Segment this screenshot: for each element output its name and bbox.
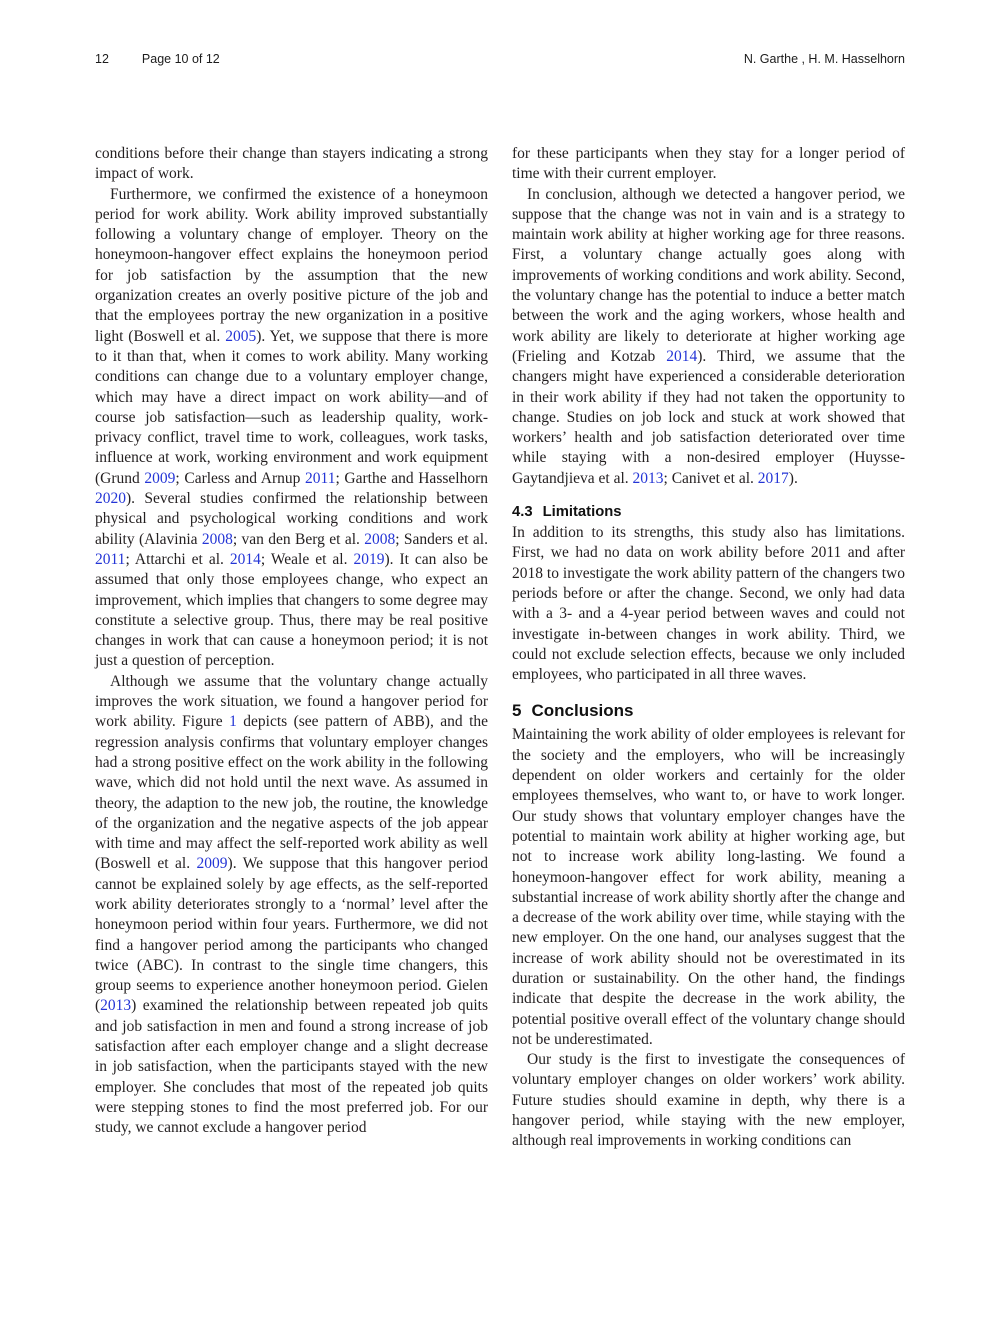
text-run: ).: [788, 469, 798, 487]
paragraph: [95, 144, 488, 185]
citation-link[interactable]: 2019: [353, 550, 385, 568]
paragraph: [512, 725, 905, 1050]
section-heading: [512, 701, 905, 721]
text-run: In conclusion, although we detected a hangover period, we suppose that the change was not in vain and is a strategy to maintain work ability at higher working age for three reasons. First, a voluntary change actually goes along with improvements of working conditions and work ability. Second, the voluntary change has the potential to induce a better match between the work and the aging workers, whose health and work ability are likely to deteriorate at higher working age (Frieling and Kotzab: [512, 185, 905, 365]
citation-link[interactable]: 2014: [229, 550, 261, 568]
text-run: Our study is the first to investigate the consequences of voluntary employer changes on older workers’ work ability. Future studies should examine in depth, why there is a hangover period, while staying with the new employer, although real improvements in working conditions can: [512, 1051, 905, 1150]
paragraph: [512, 523, 905, 685]
page-label: Page 10 of 12: [141, 52, 220, 66]
journal-page-number: 12: [95, 52, 109, 66]
section-number: 5: [512, 701, 522, 721]
text-run: ; Attarchi et al.: [125, 550, 230, 568]
paragraph: [95, 185, 488, 672]
text-run: ; Sanders et al.: [395, 530, 488, 548]
citation-link[interactable]: 2020: [95, 490, 126, 508]
paragraph: [512, 1050, 905, 1151]
text-run: ; van den Berg et al.: [232, 530, 365, 548]
text-run: ; Weale et al.: [260, 550, 354, 568]
paragraph: [512, 144, 905, 185]
two-column-body: [95, 144, 905, 1152]
text-run: Maintaining the work ability of older employees is relevant for the society and the employers, who will be increasingly dependent on older workers and certainly for the older employees themselves, who want to, or have to work longer. Our study shows that voluntary employer changes have the potential to maintain work ability at higher working age, but not to increase work ability long-lasting. We found a honeymoon-hangover effect for work ability, meaning a substantial increase of work ability shortly after the change and a decrease of the work ability over time, while staying with the new employer. On the one hand, our analyses suggest that the increase of work ability should not be overestimated in its duration or sustainability. On the other hand, the findings indicate that despite the decrease in the work ability, the potential positive overall effect of the voluntary change should not be underestimated.: [512, 726, 905, 1048]
text-run: ). Several studies confirmed the relationship between physical and psychological working conditions and work ability (Alavinia: [95, 490, 488, 548]
citation-link[interactable]: 2013: [100, 997, 132, 1015]
section-heading: [512, 504, 905, 520]
section-number: 4.3: [512, 504, 533, 521]
text-run: ; Carless and Arnup: [175, 469, 306, 487]
text-run: ; Garthe and Hasselhorn: [335, 469, 488, 487]
section-title: Limitations: [542, 504, 622, 521]
text-run: conditions before their change than stayers indicating a strong impact of work.: [95, 145, 488, 183]
running-authors: N. Garthe , H. M. Hasselhorn: [743, 52, 905, 66]
text-run: ) examined the relationship between repeated job quits and job satisfaction in men and found a strong increase of job satisfaction after each employer change and a slight decrease in job satisfaction, when the participants stayed with the new employer. She concludes that most of the repeated job quits were stepping stones to find the most preferred job. For our study, we cannot exclude a hangover period: [95, 997, 488, 1137]
text-run: ). We suppose that this hangover period cannot be explained solely by age effects, as the self-reported work ability deteriorates strongly to a ‘normal’ level after the honeymoon period within four years. Furthermore, we did not find a hangover period among the participants who changed twice (ABC). In contrast to the single time changers, this group seems to experience another honeymoon period. Gielen (: [95, 855, 489, 1015]
citation-link[interactable]: 1: [229, 713, 237, 731]
citation-link[interactable]: 2008: [364, 530, 396, 548]
left-column: [95, 144, 488, 1152]
text-run: for these participants when they stay for a longer period of time with their current employer.: [512, 145, 905, 183]
text-run: depicts (see pattern of ABB), and the regression analysis confirms that voluntary employer changes had a strong positive effect on the work ability in the following wave, which did not hold until the next wave. As assumed in theory, the adaption to the new job, the routine, the knowledge of the organization and the negative aspects of the job appear with time and may affect the self-reported work ability as well (Boswell et al.: [95, 713, 489, 873]
text-run: ). Third, we assume that the changers might have experienced a considerable deterioration in their work ability if they had not taken the opportunity to change. Studies on job lock and stuck at work showed that workers’ health and job satisfaction deteriorated over time while staying with a non-desired employer (Huysse-Gaytandjieva et al.: [512, 347, 905, 487]
text-run: Although we assume that the voluntary change actually improves the work situation, we found a hangover period for work ability. Figure: [95, 672, 488, 731]
text-run: ; Canivet et al.: [663, 469, 758, 487]
paragraph: [95, 672, 488, 1139]
running-header: [95, 52, 905, 66]
paragraph: [512, 185, 905, 489]
citation-link[interactable]: 2011: [95, 550, 126, 568]
text-run: ). It can also be assumed that only those employees change, who expect an improvement, which implies that changers to some degree may constitute a selective group. Thus, there may be real positive changes in work that can cause a honeymoon period; it is not just a question of perception.: [95, 550, 488, 670]
citation-link[interactable]: 2011: [305, 469, 336, 487]
citation-link[interactable]: 2009: [196, 855, 228, 873]
citation-link[interactable]: 2017: [757, 469, 789, 487]
citation-link[interactable]: 2008: [201, 530, 233, 548]
text-run: ). Yet, we suppose that there is more to it than that, when it comes to work ability. Many working conditions can change due to a voluntary employer change, which may have a direct impact on work ability—and of course job satisfaction—such as leadership quality, work-privacy conflict, travel time to work, colleagues, work tasks, influence at work, working environment and work equipment (Grund: [95, 327, 488, 487]
citation-link[interactable]: 2013: [632, 469, 664, 487]
citation-link[interactable]: 2014: [666, 347, 698, 365]
section-title: Conclusions: [531, 701, 634, 721]
right-column: [512, 144, 905, 1152]
text-run: Furthermore, we confirmed the existence of a honeymoon period for work ability. Work ability improved substantially following a voluntary change of employer. Theory on the honeymoon-hangover effect explains the honeymoon period for job satisfaction by the assumption that the new organization creates an overly positive picture of the job and that the employees portray the new organization in a positive light (Boswell et al.: [95, 185, 488, 345]
text-run: In addition to its strengths, this study also has limitations. First, we had no data on work ability before 2011 and after 2018 to investigate the work ability pattern of the changers two periods before or after the change. Second, we only had data with a 3- and a 4-year period between waves and could not investigate in-between changes in work ability. Third, we could not exclude selection effects, because we only included employees, who participated in all three waves.: [512, 524, 905, 684]
citation-link[interactable]: 2005: [225, 327, 257, 345]
citation-link[interactable]: 2009: [144, 469, 176, 487]
